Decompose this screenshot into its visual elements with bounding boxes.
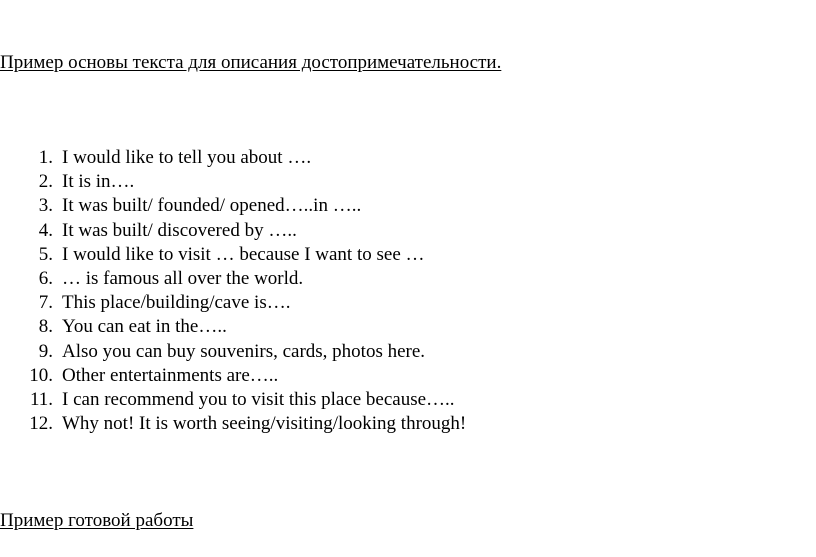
item-number: 9.	[38, 340, 53, 362]
item-number: 12.	[29, 413, 53, 435]
item-text: … is famous all over the world.	[62, 267, 304, 289]
item-text: It is in….	[62, 171, 135, 193]
item-text: I can recommend you to visit this place because…..	[62, 388, 455, 410]
item-number: 11.	[29, 388, 53, 410]
item-number: 1.	[38, 147, 53, 168]
item-text: You can eat in the…..	[62, 316, 227, 338]
item-number: 5.	[38, 243, 53, 265]
item-number: 8.	[38, 316, 53, 338]
item-number: 7.	[38, 292, 53, 314]
item-text: Other entertainments are…..	[62, 364, 279, 386]
item-number: 6.	[38, 267, 53, 289]
item-number: 3.	[38, 195, 53, 217]
item-text: Why not! It is worth seeing/visiting/looking through!	[62, 413, 467, 435]
item-text: I would like to tell you about ….	[62, 147, 312, 168]
item-text: I would like to visit … because I want to see …	[62, 243, 425, 265]
item-number: 2.	[38, 171, 53, 193]
item-text: It was built/ founded/ opened…..in …..	[62, 195, 362, 217]
item-text: This place/building/cave is….	[62, 292, 291, 314]
item-number: 10.	[29, 364, 53, 386]
item-text: It was built/ discovered by …..	[62, 219, 297, 241]
example-heading: Пример готовой работы	[0, 510, 194, 531]
template-heading: Пример основы текста для описания достопримечательности.	[0, 52, 502, 73]
item-number: 4.	[38, 219, 53, 241]
item-text: Also you can buy souvenirs, cards, photos here.	[62, 340, 426, 362]
